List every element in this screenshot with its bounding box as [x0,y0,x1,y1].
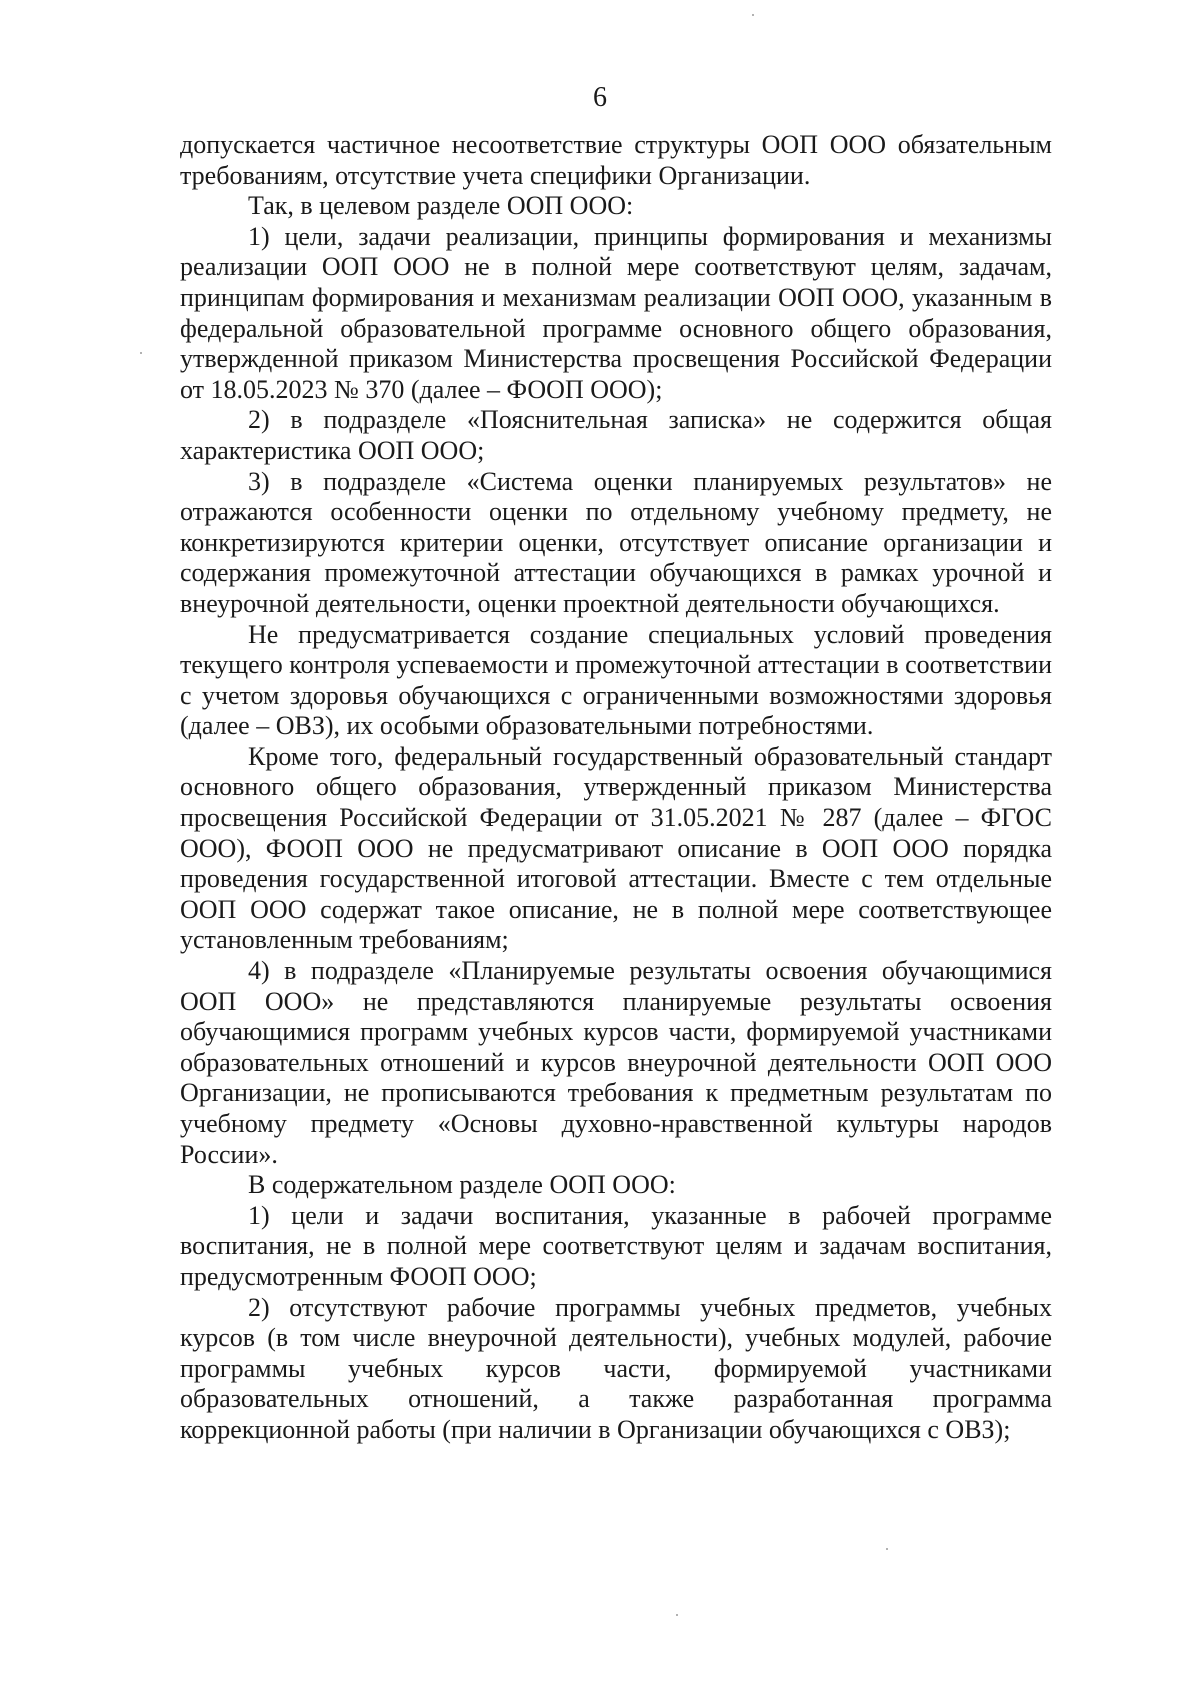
paragraph-item-3: 3) в подразделе «Система оценки планируемых результатов» не отражаются особенности оценки по отдельному учебному предмету, не конкретизируются критерии оценки, отсутствует описание организации и содержания промежуточной аттестации обучающихся в рамках урочной и внеурочной деятельности, оценки проектной деятельности обучающихся. [180,466,1052,618]
paragraph-intro: допускается частичное несоответствие структуры ООП ООО обязательным требованиям, отсутствие учета специфики Организации. [180,130,1052,190]
scan-speck [676,1614,678,1616]
document-body [180,130,1052,1446]
paragraph-item-2: 2) в подразделе «Пояснительная записка» не содержится общая характеристика ООП ООО; [180,405,1052,465]
paragraph-item-1: 1) цели, задачи реализации, принципы формирования и механизмы реализации ООП ООО не в полной мере соответствуют целям, задачам, принципам формирования и механизмам реализации ООП ООО, указанным в федеральной образовательной программе основного общего образования, утвержденной приказом Министерства просвещения Российской Федерации от 18.05.2023 № 370 (далее – ФООП ООО); [180,221,1052,404]
page-number: 6 [593,82,607,113]
paragraph-special-conditions: Не предусматривается создание специальных условий проведения текущего контроля успеваемости и промежуточной аттестации в соответствии с учетом здоровья обучающихся с ограниченными возможностями здоровья (далее – ОВЗ), их особыми образовательными потребностями. [180,619,1052,741]
scan-speck [886,1548,888,1550]
paragraph-fgos: Кроме того, федеральный государственный образовательный стандарт основного общего образования, утвержденный приказом Министерства просвещения Российской Федерации от 31.05.2021 № 287 (далее – ФГОС ООО), ФООП ООО не предусматривают описание в ООП ООО порядка проведения государственной итоговой аттестации. Вместе с тем отдельные ООП ООО содержат такое описание, не в полной мере соответствующее установленным требованиям; [180,741,1052,955]
paragraph-item-4: 4) в подразделе «Планируемые результаты освоения обучающимися ООП ООО» не представляются планируемые результаты освоения обучающимися программ учебных курсов части, формируемой участниками образовательных отношений и курсов внеурочной деятельности ООП ООО Организации, не прописываются требования к предметным результатам по учебному предмету «Основы духовно-нравственной культуры народов России». [180,956,1052,1169]
scan-speck [140,352,142,354]
paragraph-content-item-1: 1) цели и задачи воспитания, указанные в рабочей программе воспитания, не в полной мере соответствуют целям и задачам воспитания, предусмотренным ФООП ООО; [180,1200,1052,1291]
scan-speck [752,14,754,16]
paragraph-target-section-heading: Так, в целевом разделе ООП ООО: [248,191,634,221]
paragraph-content-section-heading: В содержательном разделе ООП ООО: [248,1170,676,1200]
paragraph-content-item-2: 2) отсутствуют рабочие программы учебных предметов, учебных курсов (в том числе внеурочной деятельности), учебных модулей, рабочие программы учебных курсов части, формируемой участниками образовательных отношений, а также разработанная программа коррекционной работы (при наличии в Организации обучающихся с ОВЗ); [180,1292,1052,1444]
